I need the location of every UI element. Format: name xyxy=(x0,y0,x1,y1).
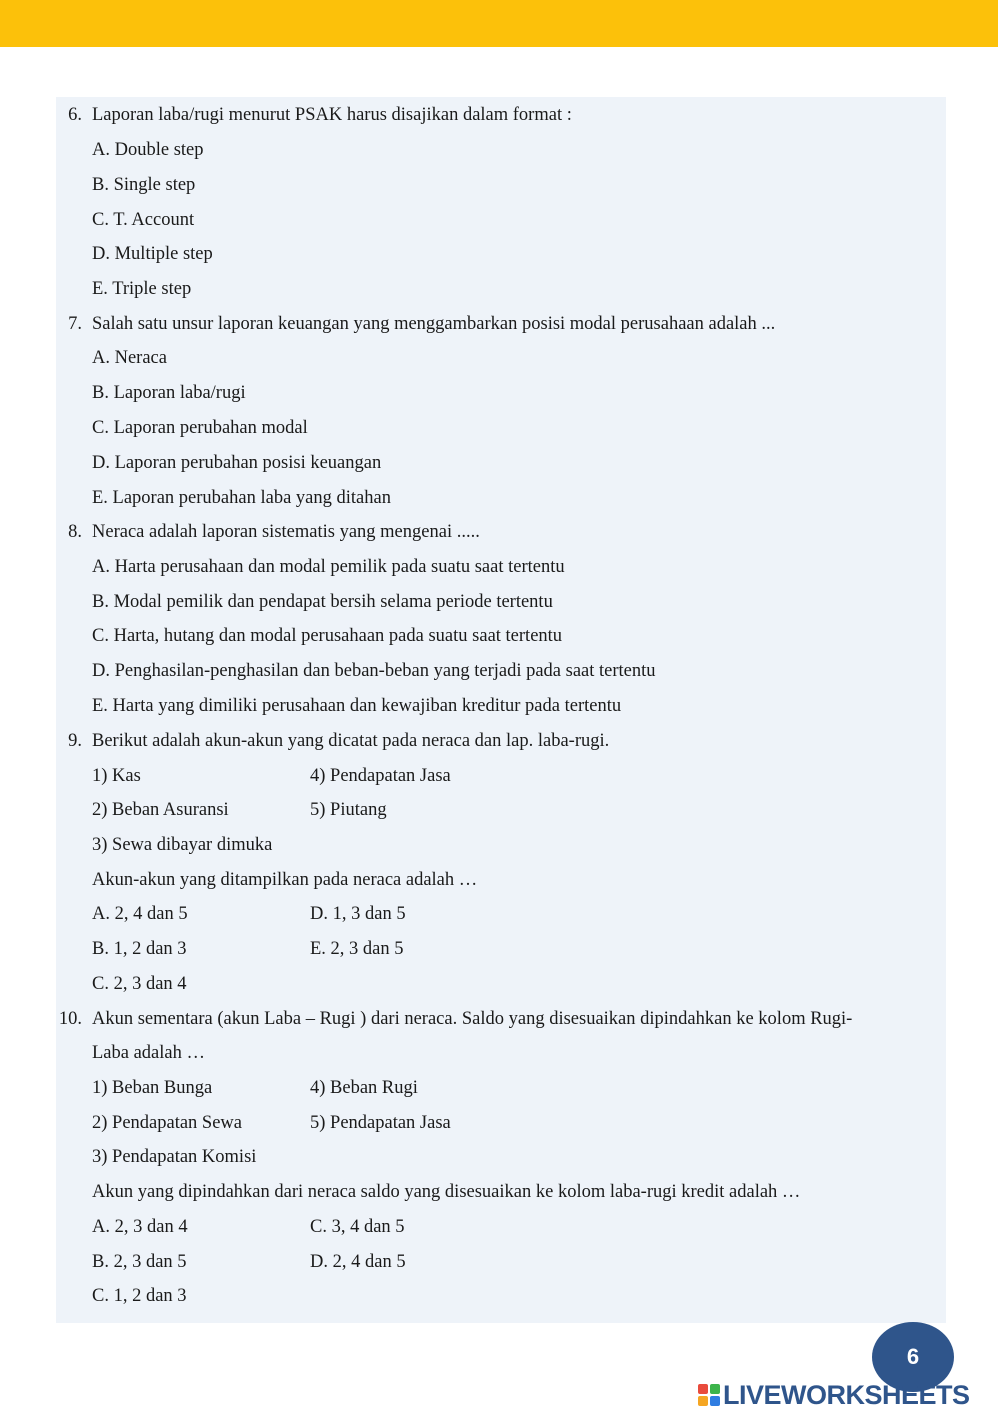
logo-square-1 xyxy=(698,1384,708,1394)
question-10-item-2: 2) Pendapatan Sewa xyxy=(92,1113,243,1133)
question-9-item-1: 1) Kas xyxy=(92,766,141,786)
question-9-text: Berikut adalah akun-akun yang dicatat pada neraca dan lap. laba-rugi. xyxy=(92,731,610,751)
question-9-item-5: 5) Piutang xyxy=(310,800,387,820)
top-header-bar xyxy=(0,0,998,47)
question-9-option-e: E. 2, 3 dan 5 xyxy=(310,939,404,959)
liveworksheets-brand[interactable] xyxy=(698,1380,970,1410)
question-6-option-c: C. T. Account xyxy=(92,210,195,230)
question-10-prompt: Akun yang dipindahkan dari neraca saldo yang disesuaikan ke kolom laba-rugi kredit adalah … xyxy=(92,1182,801,1202)
question-7-option-a: A. Neraca xyxy=(92,348,167,368)
question-7-option-c: C. Laporan perubahan modal xyxy=(92,418,308,438)
question-10-number: 10. xyxy=(58,1009,82,1029)
question-7-option-e: E. Laporan perubahan laba yang ditahan xyxy=(92,488,391,508)
question-9-option-a: A. 2, 4 dan 5 xyxy=(92,904,188,924)
question-8-option-d: D. Penghasilan-penghasilan dan beban-beban yang terjadi pada saat tertentu xyxy=(92,661,656,681)
question-10-item-4: 4) Beban Rugi xyxy=(310,1078,418,1098)
page-number-badge: 6 xyxy=(872,1322,954,1392)
question-8-option-e: E. Harta yang dimiliki perusahaan dan kewajiban kreditur pada tertentu xyxy=(92,696,622,716)
question-9-prompt: Akun-akun yang ditampilkan pada neraca adalah … xyxy=(92,870,478,890)
question-9-option-d: D. 1, 3 dan 5 xyxy=(310,904,406,924)
question-7-number: 7. xyxy=(68,314,82,334)
question-8-option-b: B. Modal pemilik dan pendapat bersih selama periode tertentu xyxy=(92,592,553,612)
question-6-number: 6. xyxy=(68,105,82,125)
question-6-text: Laporan laba/rugi menurut PSAK harus disajikan dalam format : xyxy=(92,105,572,125)
brand-wordmark: LIVEWORKSHEETS xyxy=(723,1380,970,1410)
logo-square-2 xyxy=(710,1384,720,1394)
question-9-item-3: 3) Sewa dibayar dimuka xyxy=(92,835,273,855)
question-8-option-a: A. Harta perusahaan dan modal pemilik pada suatu saat tertentu xyxy=(92,557,565,577)
question-10-option-c: C. 3, 4 dan 5 xyxy=(310,1217,405,1237)
question-8-text: Neraca adalah laporan sistematis yang mengenai ..... xyxy=(92,522,480,542)
question-7-text: Salah satu unsur laporan keuangan yang menggambarkan posisi modal perusahaan adalah ... xyxy=(92,314,776,334)
question-10-option-c2: C. 1, 2 dan 3 xyxy=(92,1286,187,1306)
question-6-option-d: D. Multiple step xyxy=(92,244,213,264)
question-10-option-d: D. 2, 4 dan 5 xyxy=(310,1252,406,1272)
logo-square-4 xyxy=(710,1396,720,1406)
question-9-option-b: B. 1, 2 dan 3 xyxy=(92,939,187,959)
question-10-option-b: B. 2, 3 dan 5 xyxy=(92,1252,187,1272)
question-10-text: Akun sementara (akun Laba – Rugi ) dari neraca. Saldo yang disesuaikan dipindahkan ke kolom Rugi- xyxy=(92,1009,853,1029)
liveworksheets-logo-icon xyxy=(698,1384,720,1406)
question-10-text-continued: Laba adalah … xyxy=(92,1043,205,1063)
question-9-item-4: 4) Pendapatan Jasa xyxy=(310,766,451,786)
question-6-option-a: A. Double step xyxy=(92,140,204,160)
question-9-number: 9. xyxy=(68,731,82,751)
question-6-option-b: B. Single step xyxy=(92,175,196,195)
question-10-item-5: 5) Pendapatan Jasa xyxy=(310,1113,451,1133)
question-8-option-c: C. Harta, hutang dan modal perusahaan pada suatu saat tertentu xyxy=(92,626,563,646)
question-10-item-1: 1) Beban Bunga xyxy=(92,1078,213,1098)
question-10-option-a: A. 2, 3 dan 4 xyxy=(92,1217,188,1237)
question-9-option-c: C. 2, 3 dan 4 xyxy=(92,974,187,994)
question-9-item-2: 2) Beban Asuransi xyxy=(92,800,229,820)
question-10-item-3: 3) Pendapatan Komisi xyxy=(92,1147,257,1167)
question-8-number: 8. xyxy=(68,522,82,542)
logo-square-3 xyxy=(698,1396,708,1406)
question-7-option-d: D. Laporan perubahan posisi keuangan xyxy=(92,453,382,473)
question-6-option-e: E. Triple step xyxy=(92,279,192,299)
question-7-option-b: B. Laporan laba/rugi xyxy=(92,383,246,403)
